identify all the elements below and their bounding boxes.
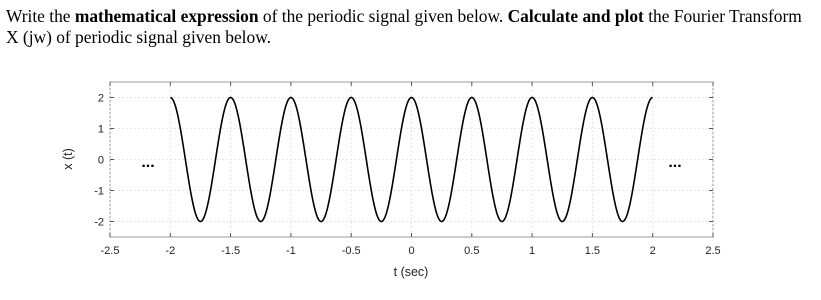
x-tick-label: 0: [408, 245, 415, 257]
x-axis-title: t (sec): [393, 265, 429, 279]
y-tick-label: -1: [94, 185, 104, 198]
x-tick-label: -1: [286, 245, 296, 257]
y-tick-label: 0: [97, 154, 104, 167]
y-tick-label: -2: [94, 216, 104, 229]
question-bold-1: mathematical expression: [74, 6, 259, 26]
x-tick-label: 1.5: [584, 245, 601, 257]
ellipsis-right: ...: [668, 154, 682, 171]
x-tick-label: -2.5: [100, 245, 120, 257]
x-tick-label: 1: [529, 245, 536, 257]
y-axis-title: x (t): [61, 148, 75, 170]
question-part-1: Write the: [6, 6, 75, 26]
x-tick-label: 2.5: [705, 245, 721, 257]
x-tick-label: -2: [165, 245, 176, 257]
question-bold-2: Calculate and plot: [507, 6, 644, 26]
question-part-2: of the periodic signal given below.: [258, 6, 508, 26]
x-tick-label: -0.5: [341, 245, 361, 257]
ellipsis-left: ...: [141, 154, 155, 171]
y-tick-label: 2: [97, 92, 104, 105]
x-tick-label: -1.5: [221, 245, 241, 257]
question-part-3: the Fourier Transform X (jw) of periodic signal given below.: [6, 6, 802, 47]
x-tick-label: 0.5: [464, 245, 480, 257]
x-tick-label: 2: [649, 245, 656, 257]
y-tick-label: 1: [97, 123, 104, 136]
